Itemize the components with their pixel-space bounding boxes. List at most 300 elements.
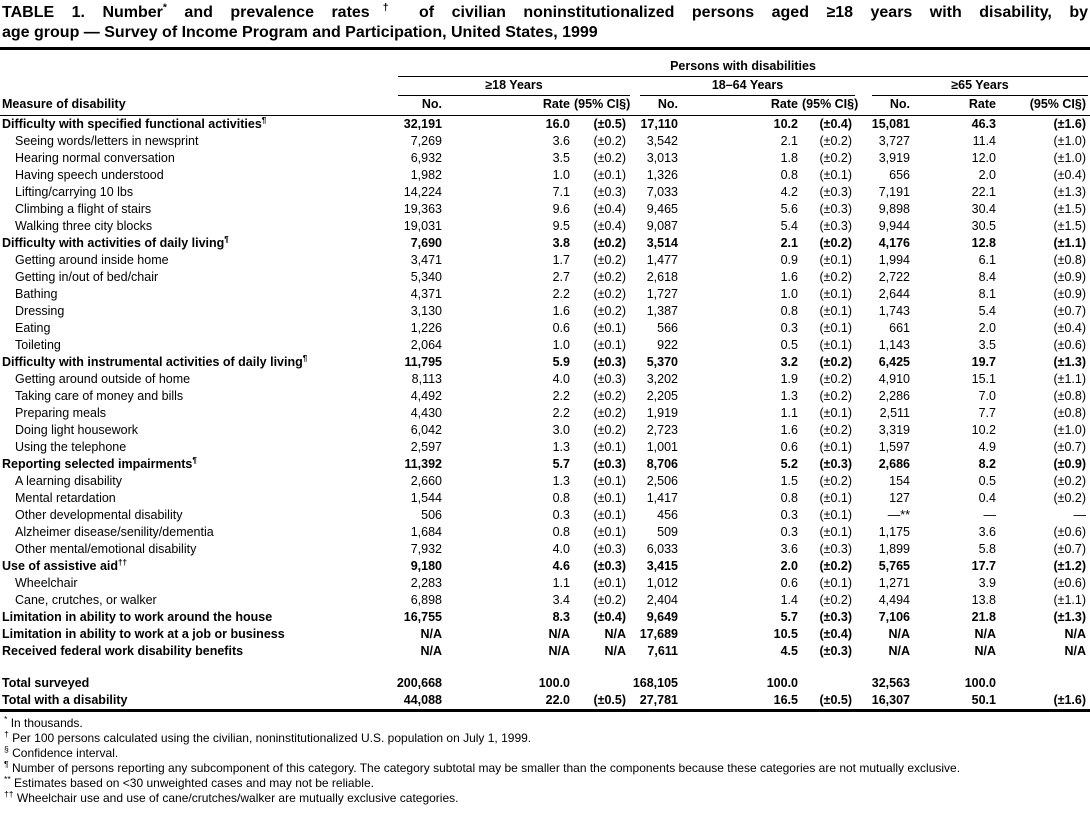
ci-value: (±0.8) <box>1053 253 1086 267</box>
span-header-row <box>0 56 1090 77</box>
no-value: 5,340 <box>410 270 442 284</box>
rate-value: 0.3 <box>780 321 798 335</box>
ci-value: (±0.8) <box>1053 389 1086 403</box>
rate-value: N/A <box>974 627 996 641</box>
table-row <box>0 541 1090 558</box>
rate-value: 0.3 <box>780 508 798 522</box>
rate-value: 22.1 <box>971 185 996 199</box>
ci-value: (±0.4) <box>1053 168 1086 182</box>
row-footnote-marker: ¶ <box>192 456 197 465</box>
table-row <box>0 218 1090 235</box>
row-label: A learning disability <box>15 474 123 488</box>
rate-value: 3.5 <box>552 151 570 165</box>
row-label: Limitation in ability to work at a job or business <box>2 627 285 641</box>
no-value: 3,202 <box>646 372 678 386</box>
col-header-ci-g2: (95% CI§) <box>802 96 856 116</box>
row-label: Difficulty with activities of daily living¶ <box>2 235 229 250</box>
no-value: 2,723 <box>646 423 678 437</box>
ci-value: (±0.1) <box>819 576 852 590</box>
no-value: 32,563 <box>871 676 910 690</box>
col-header-no-g2: No. <box>630 96 682 116</box>
no-value: 2,686 <box>878 457 910 471</box>
rate-value: 5.4 <box>780 219 798 233</box>
footnote-marker: ** <box>4 774 11 784</box>
table-row <box>0 201 1090 218</box>
no-value: 9,180 <box>410 559 442 573</box>
no-value: 44,088 <box>403 693 442 707</box>
ci-value: (±0.3) <box>819 644 852 658</box>
table-row <box>0 337 1090 354</box>
footnote: †† Wheelchair use and use of cane/crutches/walker are mutually exclusive categories. <box>4 789 459 805</box>
rate-value: 7.7 <box>978 406 996 420</box>
col-header-rate-g1: Rate <box>446 96 574 116</box>
rate-value: 30.4 <box>971 202 996 216</box>
rate-value: N/A <box>974 644 996 658</box>
no-value: 1,982 <box>410 168 442 182</box>
rate-value: 2.1 <box>780 236 798 250</box>
ci-value: (±0.2) <box>1053 474 1086 488</box>
ci-value: (±0.2) <box>593 253 626 267</box>
rate-value: 0.6 <box>780 576 798 590</box>
table-row <box>0 675 1090 692</box>
row-label: Using the telephone <box>15 440 127 454</box>
no-value: 17,110 <box>640 117 678 131</box>
ci-value: (±0.2) <box>819 559 852 573</box>
ci-value: (±0.1) <box>593 440 626 454</box>
ci-value: (±0.3) <box>593 542 626 556</box>
table-row <box>0 524 1090 541</box>
rate-value: 7.0 <box>978 389 996 403</box>
rate-value: 9.5 <box>552 219 570 233</box>
rate-value: 1.6 <box>552 304 570 318</box>
ci-value: (±0.4) <box>819 627 852 641</box>
no-value: 5,765 <box>878 559 910 573</box>
ci-value: (±0.2) <box>593 423 626 437</box>
no-value: 6,932 <box>410 151 442 165</box>
ci-value: (±0.3) <box>593 185 626 199</box>
group-header-65plus: ≥65 Years <box>872 77 1088 96</box>
rate-value: 2.2 <box>552 406 570 420</box>
no-value: 2,205 <box>646 389 678 403</box>
ci-value: (±0.1) <box>593 508 626 522</box>
ci-value: (±0.9) <box>1053 457 1086 471</box>
rate-value: 4.2 <box>780 185 798 199</box>
row-label: Toileting <box>15 338 61 352</box>
rate-value: 4.9 <box>978 440 996 454</box>
ci-value: (±1.1) <box>1053 372 1086 386</box>
rate-value: 10.5 <box>773 627 798 641</box>
rate-value: 1.8 <box>780 151 798 165</box>
row-label: Alzheimer disease/senility/dementia <box>15 525 214 539</box>
rate-value: 1.7 <box>552 253 570 267</box>
no-value: 2,722 <box>878 270 910 284</box>
no-value: 5,370 <box>646 355 678 369</box>
footnote: § Confidence interval. <box>4 744 119 760</box>
rate-value: 5.6 <box>780 202 798 216</box>
rate-value: 0.5 <box>780 338 798 352</box>
ci-value: (±0.1) <box>819 406 852 420</box>
group-header-spacer <box>0 77 394 96</box>
row-label: Doing light housework <box>15 423 138 437</box>
no-value: 9,087 <box>646 219 678 233</box>
ci-value: (±0.3) <box>819 202 852 216</box>
rate-value: 0.8 <box>780 304 798 318</box>
group-header-18plus: ≥18 Years <box>398 77 630 96</box>
ci-value: (±0.4) <box>819 117 852 131</box>
no-value: 7,106 <box>878 610 910 624</box>
ci-value: (±0.7) <box>1053 542 1086 556</box>
row-label: Eating <box>15 321 51 335</box>
rate-value: 21.8 <box>971 610 996 624</box>
no-value: 922 <box>657 338 678 352</box>
row-label: Hearing normal conversation <box>15 151 175 165</box>
table-title <box>0 0 1090 50</box>
no-value: 11,392 <box>404 457 442 471</box>
rate-value: 1.6 <box>780 423 798 437</box>
rate-value: 10.2 <box>773 117 798 131</box>
table-row <box>0 286 1090 303</box>
row-label: Reporting selected impairments¶ <box>2 456 197 471</box>
rate-value: 4.6 <box>552 559 570 573</box>
ci-value <box>574 675 630 692</box>
row-label: Limitation in ability to work around the house <box>2 610 273 624</box>
no-value: 1,743 <box>878 304 910 318</box>
rate-value: N/A <box>548 644 570 658</box>
ci-value: (±1.6) <box>1053 693 1086 707</box>
ci-value: (±1.1) <box>1053 593 1086 607</box>
no-value: 1,727 <box>646 287 678 301</box>
no-value: 1,899 <box>878 542 910 556</box>
row-label: Lifting/carrying 10 lbs <box>15 185 134 199</box>
no-value: 9,649 <box>646 610 678 624</box>
footnote: † Per 100 persons calculated using the civilian, noninstitutionalized U.S. population on July 1, 1999. <box>4 729 532 745</box>
row-label: Use of assistive aid†† <box>2 558 128 573</box>
no-value: 661 <box>889 321 910 335</box>
row-label: Climbing a flight of stairs <box>15 202 152 216</box>
no-value: 8,706 <box>646 457 678 471</box>
rate-value: 4.0 <box>552 372 570 386</box>
table-row <box>0 388 1090 405</box>
table-body <box>0 116 1090 711</box>
table-row <box>0 643 1090 660</box>
no-value: 1,001 <box>646 440 678 454</box>
row-label: Getting around inside home <box>15 253 169 267</box>
ci-value: (±1.3) <box>1053 185 1086 199</box>
row-footnote-marker: ¶ <box>261 115 267 125</box>
ci-value: N/A <box>1064 644 1086 658</box>
ci-value: (±1.0) <box>1053 134 1086 148</box>
row-label: Total with a disability <box>2 693 128 707</box>
table-row <box>0 473 1090 490</box>
ci-value: (±0.5) <box>593 693 626 707</box>
rate-value: 12.8 <box>971 236 996 250</box>
no-value: 9,944 <box>878 219 910 233</box>
spacer-row <box>0 660 1090 675</box>
no-value: 19,031 <box>403 219 442 233</box>
no-value: 4,910 <box>878 372 910 386</box>
ci-value: (±0.2) <box>593 236 626 250</box>
rate-value: 5.7 <box>780 610 798 624</box>
rate-value: — <box>983 508 996 522</box>
no-value: 32,191 <box>403 117 442 131</box>
ci-value: (±0.2) <box>593 270 626 284</box>
footnote-marker: * <box>4 714 8 724</box>
no-value: 2,644 <box>878 287 910 301</box>
rate-value: 3.6 <box>978 525 996 539</box>
no-value: N/A <box>420 644 442 658</box>
no-value: 14,224 <box>403 185 442 199</box>
table-row <box>0 235 1090 252</box>
no-value: 17,689 <box>639 627 678 641</box>
rate-value: 2.1 <box>780 134 798 148</box>
footnote-marker: † <box>4 729 9 739</box>
ci-value: (±0.4) <box>1053 321 1086 335</box>
rate-value: 0.8 <box>780 491 798 505</box>
row-label: Difficulty with specified functional activities¶ <box>2 115 267 131</box>
table-row <box>0 490 1090 507</box>
rate-value: 16.5 <box>773 693 798 707</box>
ci-value: (±0.5) <box>819 693 852 707</box>
table-row <box>0 439 1090 456</box>
ci-value: (±0.1) <box>593 168 626 182</box>
rate-value: 1.1 <box>780 406 798 420</box>
row-label: Received federal work disability benefits <box>2 644 244 658</box>
rate-value: 1.0 <box>552 168 570 182</box>
rate-value: 5.9 <box>552 355 570 369</box>
rate-value: 7.1 <box>552 185 570 199</box>
no-value: 200,668 <box>396 676 442 690</box>
no-value: 6,033 <box>646 542 678 556</box>
row-label: Getting around outside of home <box>15 372 191 386</box>
no-value: 456 <box>657 508 678 522</box>
table-row <box>0 116 1090 134</box>
ci-value: (±0.1) <box>819 508 852 522</box>
rate-value: 13.8 <box>971 593 996 607</box>
no-value: 2,597 <box>410 440 442 454</box>
rate-value: 5.4 <box>978 304 996 318</box>
ci-value: (±0.2) <box>819 355 852 369</box>
no-value: 16,755 <box>403 610 442 624</box>
no-value: 2,511 <box>879 406 910 420</box>
no-value: 6,898 <box>410 593 442 607</box>
rate-value: 8.3 <box>552 610 570 624</box>
measure-column-header: Measure of disability <box>0 96 394 116</box>
table-row <box>0 507 1090 524</box>
row-label: Cane, crutches, or walker <box>15 593 157 607</box>
rate-value: 19.7 <box>971 355 996 369</box>
no-value: 9,898 <box>878 202 910 216</box>
rate-value: 8.2 <box>978 457 996 471</box>
ci-value: (±1.3) <box>1053 355 1086 369</box>
no-value: 7,269 <box>410 134 442 148</box>
no-value: N/A <box>888 627 910 641</box>
ci-value: N/A <box>604 644 626 658</box>
rate-value: 3.9 <box>978 576 996 590</box>
title-footnote-marker: * <box>162 2 167 14</box>
no-value: 7,690 <box>410 236 442 250</box>
rate-value: 3.6 <box>552 134 570 148</box>
no-value: 1,417 <box>646 491 678 505</box>
span-header-spacer <box>0 56 394 77</box>
ci-value: (±0.9) <box>1053 270 1086 284</box>
no-value: 3,415 <box>646 559 678 573</box>
row-label: Total surveyed <box>2 676 90 690</box>
rate-value: 1.4 <box>780 593 798 607</box>
column-header-row <box>0 96 1090 116</box>
no-value: 11,795 <box>404 355 442 369</box>
no-value: 15,081 <box>871 117 910 131</box>
row-label: Difficulty with instrumental activities of daily living¶ <box>2 354 308 369</box>
no-value: N/A <box>420 627 442 641</box>
footnote: ** Estimates based on <30 unweighted cases and may not be reliable. <box>4 774 374 790</box>
rate-value: 0.8 <box>552 525 570 539</box>
ci-value: (±0.2) <box>819 423 852 437</box>
rate-value: 0.3 <box>780 525 798 539</box>
no-value: 4,430 <box>410 406 442 420</box>
no-value: 4,176 <box>878 236 910 250</box>
no-value: 1,477 <box>646 253 678 267</box>
ci-value: (±0.2) <box>593 151 626 165</box>
row-label: Dressing <box>15 304 65 318</box>
no-value: 566 <box>657 321 678 335</box>
no-value: 1,597 <box>878 440 910 454</box>
table-row <box>0 133 1090 150</box>
ci-value: (±0.2) <box>819 270 852 284</box>
no-value: 2,660 <box>410 474 442 488</box>
no-value: 3,319 <box>878 423 910 437</box>
no-value: 4,494 <box>878 593 910 607</box>
no-value: 1,544 <box>410 491 442 505</box>
ci-value: (±1.5) <box>1053 219 1086 233</box>
no-value: 2,064 <box>410 338 442 352</box>
ci-value: (±0.2) <box>819 389 852 403</box>
rate-value: 8.1 <box>978 287 996 301</box>
no-value: 656 <box>889 168 910 182</box>
no-value: 3,471 <box>410 253 442 267</box>
no-value: 154 <box>889 474 910 488</box>
footnote-marker: § <box>4 744 9 754</box>
footnote-marker: †† <box>4 789 14 799</box>
ci-value: (±1.5) <box>1053 202 1086 216</box>
ci-value: (±0.6) <box>1053 338 1086 352</box>
table-row <box>0 167 1090 184</box>
span-header: Persons with disabilities <box>398 58 1088 77</box>
ci-value: (±0.1) <box>819 253 852 267</box>
ci-value: (±0.2) <box>819 134 852 148</box>
rate-value: 0.6 <box>780 440 798 454</box>
no-value: 1,994 <box>878 253 910 267</box>
row-label: Walking three city blocks <box>15 219 153 233</box>
ci-value: (±1.0) <box>1053 151 1086 165</box>
ci-value: (±0.2) <box>819 593 852 607</box>
ci-value: (±0.5) <box>593 117 626 131</box>
rate-value: 46.3 <box>971 117 996 131</box>
rate-value: 5.2 <box>780 457 798 471</box>
no-value: 2,506 <box>646 474 678 488</box>
table-row <box>0 354 1090 371</box>
no-value: 7,191 <box>878 185 910 199</box>
table-title-line1 <box>2 3 1088 23</box>
table-row <box>0 626 1090 643</box>
ci-value: (±1.3) <box>1053 610 1086 624</box>
rate-value: 3.5 <box>978 338 996 352</box>
no-value: 1,387 <box>646 304 678 318</box>
row-footnote-marker: †† <box>118 558 128 567</box>
no-value: —** <box>887 508 910 522</box>
title-text: TABLE 1. Number <box>2 4 163 21</box>
spacer-cell <box>0 660 1090 675</box>
table-row <box>0 252 1090 269</box>
rate-value: 1.6 <box>780 270 798 284</box>
row-label: Preparing meals <box>15 406 107 420</box>
rate-value: 2.2 <box>552 287 570 301</box>
disability-table <box>0 56 1090 712</box>
rate-value: 5.8 <box>978 542 996 556</box>
row-label: Bathing <box>15 287 58 301</box>
ci-value: N/A <box>604 627 626 641</box>
rate-value: 0.6 <box>552 321 570 335</box>
ci-value: (±0.1) <box>819 525 852 539</box>
no-value: 9,465 <box>646 202 678 216</box>
rate-value: 1.0 <box>780 287 798 301</box>
no-value: 2,283 <box>410 576 442 590</box>
ci-value: (±0.1) <box>819 287 852 301</box>
rate-value: 1.1 <box>552 576 570 590</box>
col-header-no-g1: No. <box>394 96 446 116</box>
table-row <box>0 422 1090 439</box>
row-label: Seeing words/letters in newsprint <box>15 134 199 148</box>
rate-value: 16.0 <box>545 117 570 131</box>
ci-value: (±1.0) <box>1053 423 1086 437</box>
rate-value: 100.0 <box>538 676 570 690</box>
title-footnote-marker: † <box>369 2 402 14</box>
ci-value: (±0.7) <box>1053 440 1086 454</box>
col-header-no-g3: No. <box>856 96 914 116</box>
ci-value: (±0.9) <box>1053 287 1086 301</box>
table-title-line2: age group — Survey of Income Program and Participation, United States, 1999 <box>2 24 598 41</box>
ci-value <box>802 675 856 692</box>
ci-value: (±0.3) <box>819 610 852 624</box>
no-value: 2,286 <box>878 389 910 403</box>
row-label: Other developmental disability <box>15 508 183 522</box>
col-header-rate-g3: Rate <box>914 96 1000 116</box>
no-value: 1,271 <box>878 576 910 590</box>
ci-value: (±0.1) <box>593 321 626 335</box>
ci-value: (±1.6) <box>1053 117 1086 131</box>
ci-value: (±0.4) <box>593 219 626 233</box>
group-header-18-64: 18–64 Years <box>640 77 855 96</box>
ci-value: (±0.2) <box>819 151 852 165</box>
row-label: Mental retardation <box>15 491 116 505</box>
ci-value: (±0.2) <box>593 287 626 301</box>
no-value: 1,326 <box>646 168 678 182</box>
rate-value: 2.2 <box>552 389 570 403</box>
ci-value: (±0.3) <box>819 457 852 471</box>
table-row <box>0 303 1090 320</box>
rate-value: 100.0 <box>766 676 798 690</box>
rate-value: 1.3 <box>780 389 798 403</box>
ci-value: (±0.7) <box>1053 304 1086 318</box>
ci-value: (±0.2) <box>819 236 852 250</box>
ci-value: (±0.2) <box>819 372 852 386</box>
row-label: Other mental/emotional disability <box>15 542 197 556</box>
no-value: 2,618 <box>646 270 678 284</box>
ci-value: (±1.2) <box>1053 559 1086 573</box>
rate-value: 1.5 <box>780 474 798 488</box>
rate-value: 9.6 <box>552 202 570 216</box>
rate-value: 1.9 <box>780 372 798 386</box>
ci-value: (±0.2) <box>593 389 626 403</box>
